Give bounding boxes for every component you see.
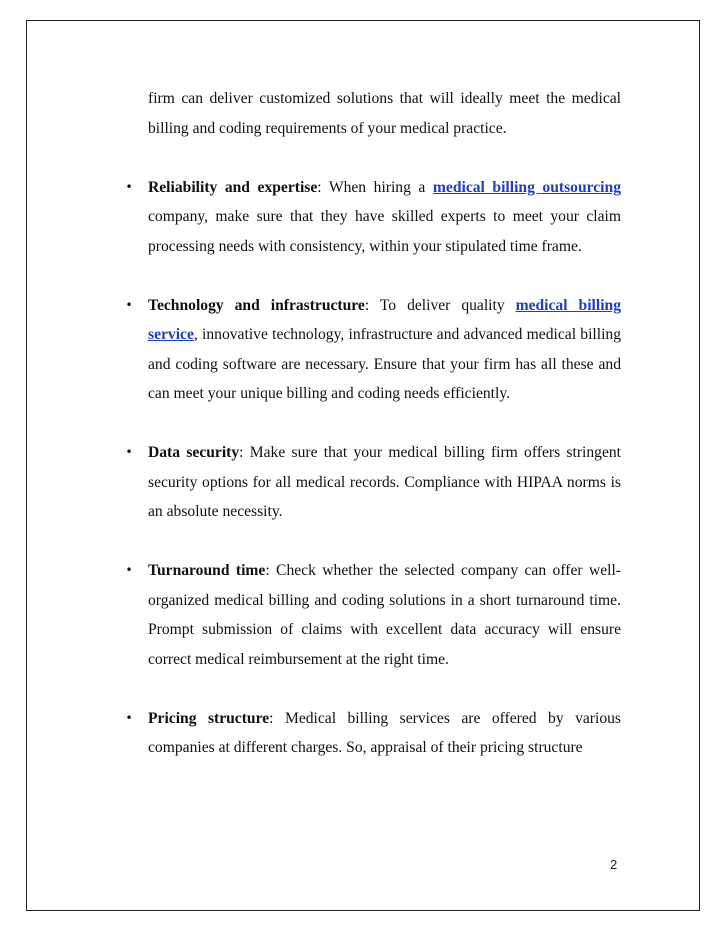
- list-item-technology: [125, 291, 621, 409]
- list-item-text: [148, 291, 621, 409]
- bullet-icon: •: [125, 710, 133, 725]
- list-item-data-security: [125, 438, 621, 527]
- item-text-post: company, make sure that they have skilled experts to meet your claim processing needs with consistency, within your stipulated time frame.: [148, 208, 621, 255]
- bullet-icon: •: [125, 179, 133, 194]
- medical-billing-outsourcing-link[interactable]: medical billing outsourcing: [432, 178, 621, 196]
- intro-paragraph: firm can deliver customized solutions that will ideally meet the medical billing and coding requirements of your medical practice.: [148, 90, 621, 137]
- item-text-pre: : When hiring a: [317, 178, 433, 196]
- document-body: [125, 84, 621, 763]
- bullet-icon: •: [125, 445, 133, 459]
- bullet-icon: •: [125, 563, 133, 577]
- list-item-text: [148, 704, 621, 763]
- medical-billing-service-link[interactable]: medical billing service: [148, 296, 621, 343]
- list-item-pricing: [125, 704, 621, 763]
- list-item-turnaround: [125, 556, 621, 674]
- item-title: Pricing structure: [148, 709, 270, 727]
- item-title: Reliability and expertise: [148, 178, 318, 196]
- list-item-text: [148, 556, 621, 674]
- list-item-reliability: [125, 173, 621, 262]
- item-title: Technology and infrastructure: [148, 296, 365, 314]
- item-text-post: , innovative technology, infrastructure and advanced medical billing and coding software are necessary. Ensure that your firm has all these and can meet your unique billing and coding needs efficiently.: [148, 326, 621, 402]
- list-item-text: [148, 173, 621, 262]
- item-title: Data security: [148, 444, 240, 461]
- item-body: : Make sure that your medical billing firm offers stringent security options for all medical records. Compliance with HIPAA norms is an absolute necessity.: [148, 444, 621, 520]
- list-item-text: [148, 438, 621, 527]
- item-body: : Check whether the selected company can offer well-organized medical billing and coding solutions in a short turnaround time. Prompt submission of claims with excellent data accuracy will ensure correct medical reimbursement at the right time.: [148, 562, 621, 668]
- item-title: Turnaround time: [148, 562, 266, 579]
- item-text-pre: : To deliver quality: [364, 296, 516, 314]
- item-body: : Medical billing services are offered by various companies at different charges. So, appraisal of their pricing structure: [148, 709, 621, 756]
- bullet-icon: •: [125, 297, 133, 312]
- page-number: 2: [610, 857, 618, 872]
